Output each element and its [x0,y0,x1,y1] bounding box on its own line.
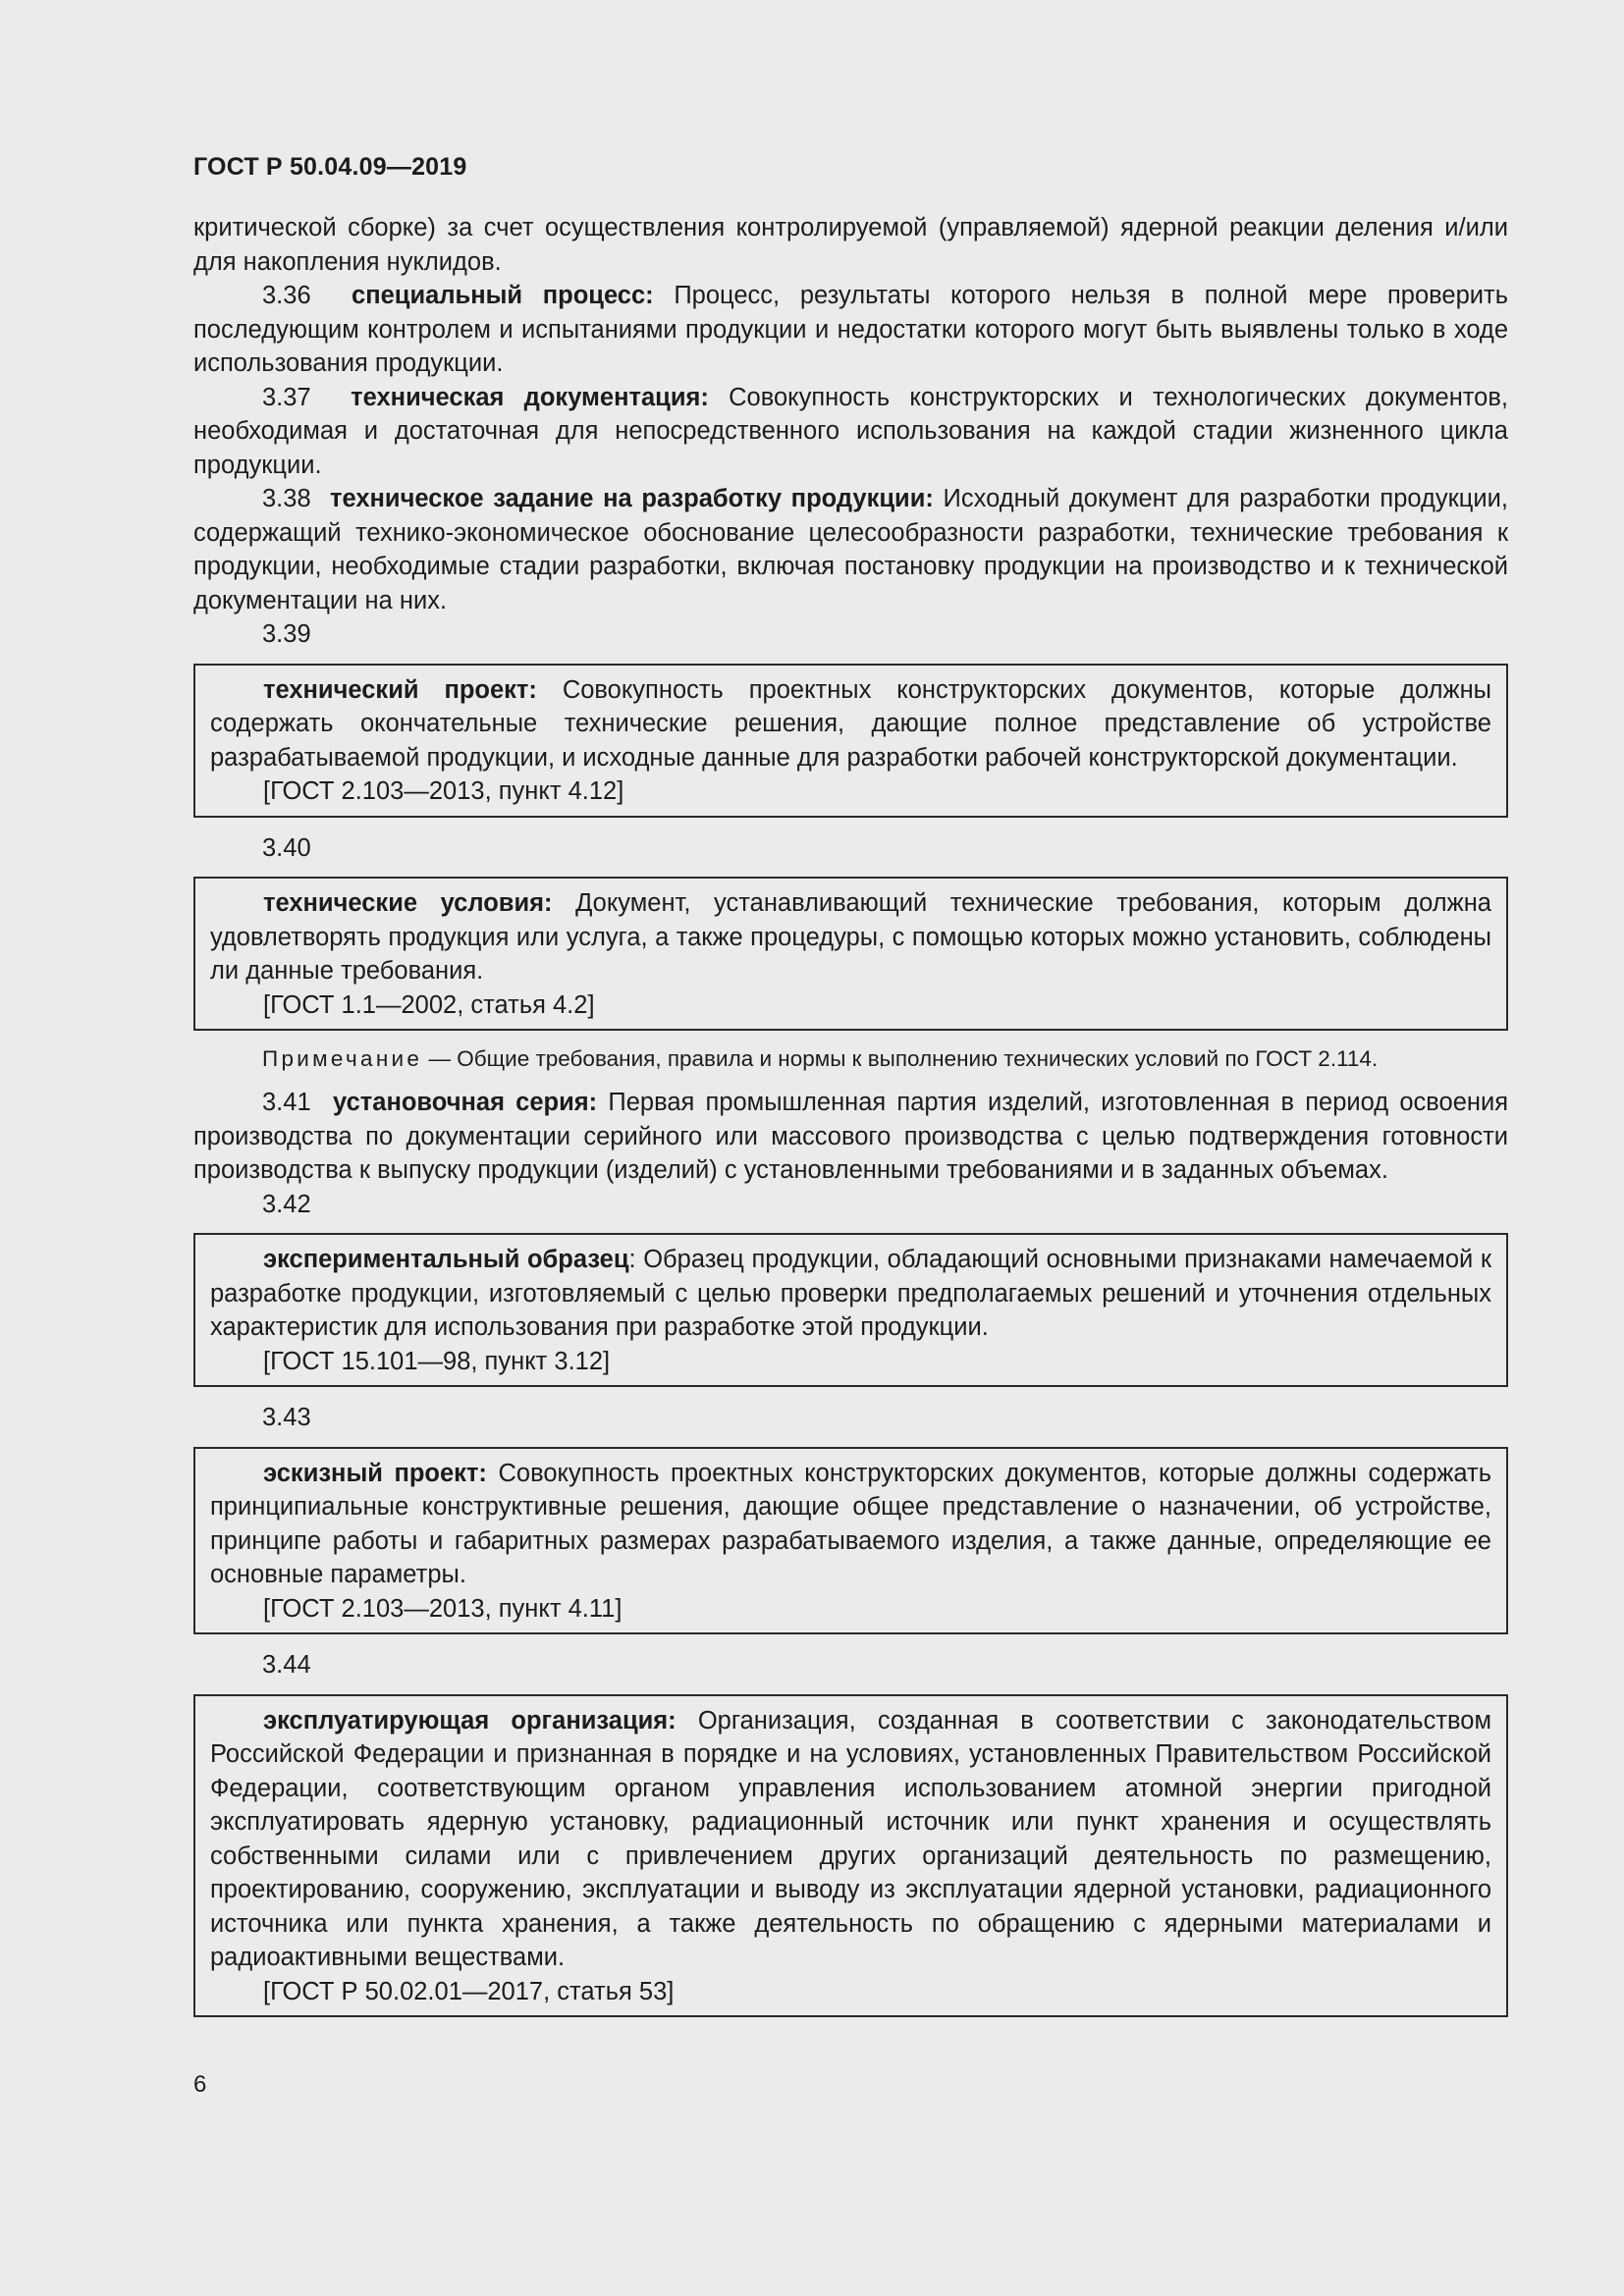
definition-box-3-44 [193,1694,1508,2018]
definition-box-3-40 [193,877,1508,1031]
note-text: — Общие требования, правила и нормы к выполнению технических условий по ГОСТ 2.114. [422,1046,1379,1071]
item-3-38 [193,482,1508,617]
item-number: 3.37 [262,383,311,411]
term: эскизный проект: [263,1459,487,1487]
definition: Совокупность проектных конструкторских документов, которые должны содержать принципиальные конструктивные решения, дающие общее представление о назначении, об устройстве, принципе работы и габаритных размерах разрабатываемого изделия, а также данные, определяющие ее основные параметры. [210,1459,1492,1588]
item-number-3-40: 3.40 [262,833,311,862]
term: эксплуатирующая организация: [263,1706,677,1735]
definition-box-3-39 [193,664,1508,818]
boxed-definition [210,1457,1491,1592]
item-3-41 [193,1086,1508,1188]
source-reference: [ГОСТ 2.103—2013, пункт 4.12] [263,777,624,805]
item-number-3-43: 3.43 [262,1404,311,1431]
term: технический проект: [263,675,537,704]
definition: Совокупность конструкторских и технологических документов, необходимая и достаточная для непосредственного использования на каждой стадии жизненного цикла продукции. [193,383,1508,479]
term: техническое задание на разработку продукции: [330,485,934,512]
term: технические условия: [263,889,553,917]
item-3-37 [193,381,1508,483]
definition: : Образец продукции, обладающий основными признаками намечаемой к разработке продукции, изготовляемый с целью проверки предполагаемых решений и уточнения отдельных характеристик для использования при разработке этой продукции. [210,1246,1491,1341]
intro-paragraph: критической сборке) за счет осуществления контролируемой (управляемой) ядерной реакции деления и/или для накопления нуклидов. [193,214,1508,276]
source-reference: [ГОСТ 1.1—2002, статья 4.2] [263,990,595,1019]
page-number: 6 [193,2071,207,2098]
note-label: Примечание [262,1046,423,1071]
definition: Исходный документ для разработки продукции, содержащий технико-экономическое обоснование целесообразности разработки, технические требования к продукции, необходимые стадии разработки, включая постановку продукции на производство и к технической документации на них. [193,485,1508,614]
item-number-3-39: 3.39 [262,620,311,648]
definition-box-3-43 [193,1447,1508,1635]
definition: Документ, устанавливающий технические требования, которым должна удовлетворять продукция или услуга, а также процедуры, с помощью которых можно установить, соблюдены ли данные требования. [210,889,1491,985]
term: экспериментальный образец [263,1246,629,1273]
term: специальный процесс: [352,282,654,309]
source-reference: [ГОСТ 15.101—98, пункт 3.12] [263,1347,611,1375]
item-number: 3.36 [262,282,311,309]
definition: Первая промышленная партия изделий, изготовленная в период освоения производства по документации серийного или массового производства с целью подтверждения готовности производства к выпуску продукции (изделий) с установленными требованиями и в заданных объемах. [193,1089,1509,1184]
term: техническая документация: [351,383,709,411]
boxed-definition [210,1243,1491,1345]
boxed-definition [210,1704,1491,1975]
document-header: ГОСТ Р 50.04.09—2019 [193,153,467,181]
definition: Процесс, результаты которого нельзя в полной мере проверить последующим контролем и испытаниями продукции и недостатки которого могут быть выявлены только в ходе использования продукции. [193,282,1508,377]
item-number-3-44: 3.44 [262,1651,311,1679]
definition-box-3-42 [193,1233,1508,1387]
boxed-definition [210,673,1491,775]
note-3-40 [193,1044,1508,1074]
item-number-3-42: 3.42 [262,1190,311,1218]
boxed-definition [210,886,1491,988]
item-3-36 [193,279,1508,381]
source-reference: [ГОСТ Р 50.02.01—2017, статья 53] [263,1977,675,2005]
item-number: 3.38 [262,485,311,512]
definition: Организация, созданная в соответствии с законодательством Российской Федерации и признанная в порядке и на условиях, установленных Правительством Российской Федерации, соответствующим органом управления использованием атомной энергии пригодной эксплуатировать ядерную установку, радиационный источник или пункт хранения и осуществлять собственными силами или с привлечением других организаций деятельность по размещению, проектированию, сооружению, эксплуатации и выводу из эксплуатации ядерной установки, радиационного источника или пункта хранения, а также деятельность по обращению с ядерными материалами и радиоактивными веществами. [210,1706,1491,1971]
definition: Совокупность проектных конструкторских документов, которые должны содержать окончательные технические решения, дающие полное представление об устройстве разрабатываемой продукции, и исходные данные для разработки рабочей конструкторской документации. [210,675,1491,772]
source-reference: [ГОСТ 2.103—2013, пункт 4.11] [263,1594,623,1623]
term: установочная серия: [333,1089,598,1116]
item-number: 3.41 [262,1089,311,1116]
